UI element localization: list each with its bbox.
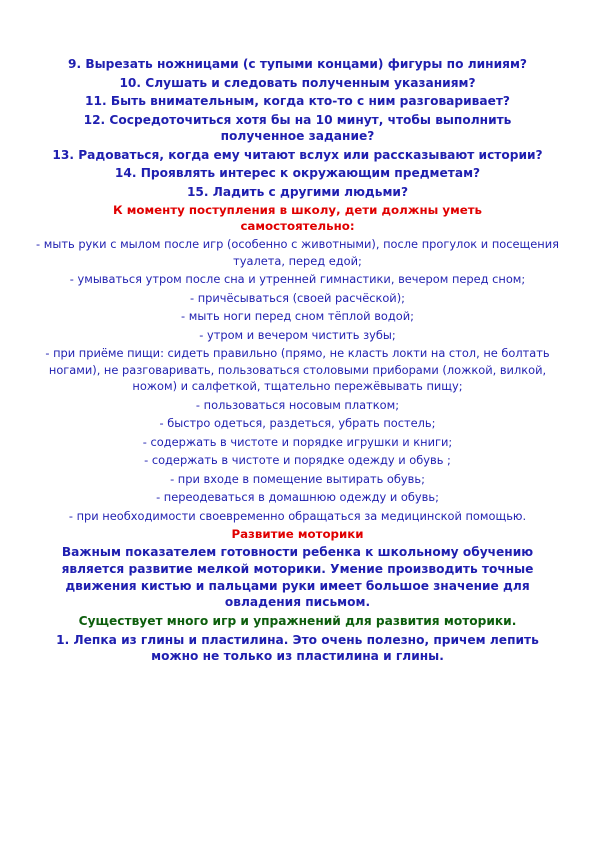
skills-heading: К моменту поступления в школу, дети должны уметь самостоятельно: xyxy=(112,203,483,233)
skill-item: - быстро одеться, раздеться, убрать постель; xyxy=(159,416,436,430)
skill-item: - при входе в помещение вытирать обувь; xyxy=(170,471,425,486)
skill-item: - умываться утром после сна и утренней гимнастики, вечером перед сном; xyxy=(69,272,526,286)
question-14: 14. Проявлять интерес к окружающим предметам? xyxy=(114,166,481,180)
skill-item: - содержать в чистоте и порядке одежду и обувь ; xyxy=(144,453,451,467)
skill-item: - мыть руки с мылом после игр (особенно с животными), после прогулок и посещения туалета, перед едой; xyxy=(36,237,559,268)
motor-heading: Развитие моторики xyxy=(231,527,364,541)
skill-item: - при приёме пищи: сидеть правильно (прямо, не класть локти на стол, не болтать ногами), не разговаривать, пользоваться столовыми приборами (ложкой, вилкой, ножом) и салфеткой, тщательно пережёвывать пищу; xyxy=(45,346,550,393)
skill-item: - пользоваться носовым платком; xyxy=(195,397,400,412)
question-9: 9. Вырезать ножницами (с тупыми концами) фигуры по линиям? xyxy=(68,57,527,71)
skill-item: - переодеваться в домашнюю одежду и обувь; xyxy=(156,490,439,504)
question-15: 15. Ладить с другими людьми? xyxy=(186,184,409,199)
games-item-1: 1. Лепка из глины и пластилина. Это очень полезно, причем лепить можно не только из пластилина и глины. xyxy=(56,632,539,664)
skill-item: - содержать в чистоте и порядке игрушки и книги; xyxy=(142,434,453,449)
skill-item: - утром и вечером чистить зубы; xyxy=(199,327,396,342)
question-10: 10. Слушать и следовать полученным указаниям? xyxy=(119,75,476,90)
question-11: 11. Быть внимательным, когда кто-то с ним разговаривает? xyxy=(85,94,510,108)
games-heading: Существует много игр и упражнений для развития моторики. xyxy=(78,614,517,629)
skill-item: - при необходимости своевременно обращаться за медицинской помощью. xyxy=(68,508,527,523)
question-13: 13. Радоваться, когда ему читают вслух или рассказывают истории? xyxy=(52,147,543,162)
motor-paragraph: Важным показателем готовности ребенка к школьному обучению является развитие мелкой моторики. Умение производить точные движения кистью и пальцами руки имеет большое значение для овладения письмом. xyxy=(61,545,534,610)
skill-item: - мыть ноги перед сном тёплой водой; xyxy=(181,309,414,323)
question-12: 12. Сосредоточиться хотя бы на 10 минут, чтобы выполнить полученное задание? xyxy=(83,112,512,143)
skill-item: - причёсываться (своей расчёской); xyxy=(189,290,405,305)
